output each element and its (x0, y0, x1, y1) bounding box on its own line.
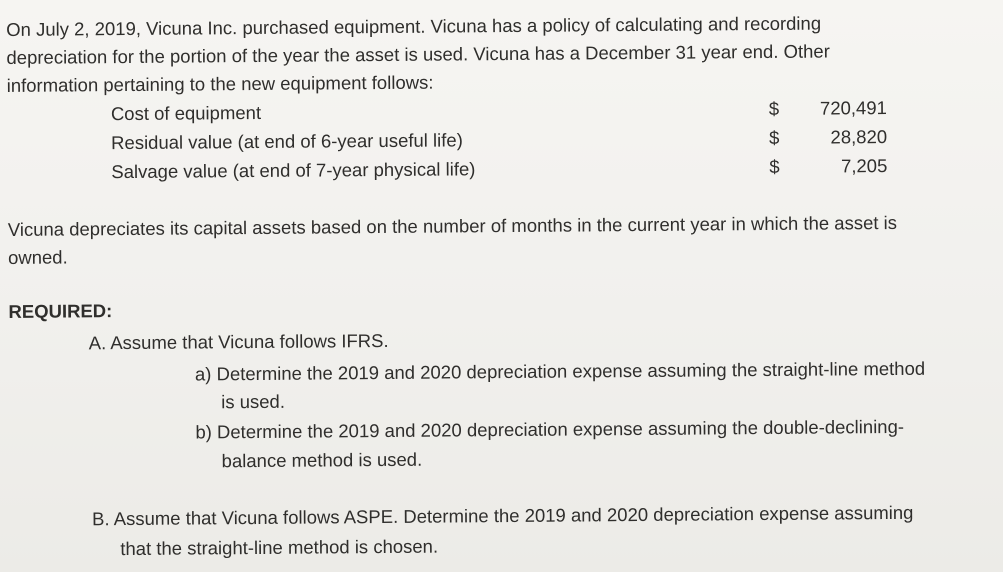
part-a-heading: A. Assume that Vicuna follows IFRS. (88, 329, 389, 354)
currency-sign: $ (769, 126, 780, 148)
part-a-b-line-2: balance method is used. (221, 448, 423, 472)
row-label: Cost of equipment (110, 101, 262, 125)
currency-sign: $ (769, 155, 780, 177)
equipment-row-residual (1, 124, 891, 157)
policy-line-1: Vicuna depreciates its capital assets based on the number of months in the current year in which the asset is (7, 211, 898, 240)
row-amount: 7,205 (840, 155, 888, 177)
equipment-row-salvage (1, 153, 891, 186)
part-b-line-2: that the straight-line method is chosen. (120, 535, 439, 560)
row-amount: 28,820 (830, 126, 888, 148)
policy-line-2: owned. (7, 246, 68, 268)
equipment-row-cost (1, 95, 891, 128)
row-label: Salvage value (at end of 7-year physical life) (111, 158, 476, 183)
required-heading: REQUIRED: (8, 300, 113, 322)
currency-sign: $ (768, 97, 780, 119)
intro-line-3: information pertaining to the new equipment follows: (6, 71, 434, 96)
part-a-b-line-1: b) Determine the 2019 and 2020 depreciation expense assuming the double-declining- (195, 415, 905, 443)
part-a-a-line-1: a) Determine the 2019 and 2020 depreciation expense assuming the straight-line method (194, 357, 926, 385)
intro-line-1: On July 2, 2019, Vicuna Inc. purchased equipment. Vicuna has a policy of calculating and recording (6, 12, 822, 40)
row-label: Residual value (at end of 6-year useful life) (111, 129, 463, 154)
part-b-line-1: B. Assume that Vicuna follows ASPE. Determine the 2019 and 2020 depreciation expense assuming (91, 501, 914, 530)
row-amount: 720,491 (819, 97, 887, 119)
part-a-a-line-2: is used. (221, 390, 286, 413)
intro-line-2: depreciation for the portion of the year the asset is used. Vicuna has a December 31 year end. Other (6, 40, 830, 68)
